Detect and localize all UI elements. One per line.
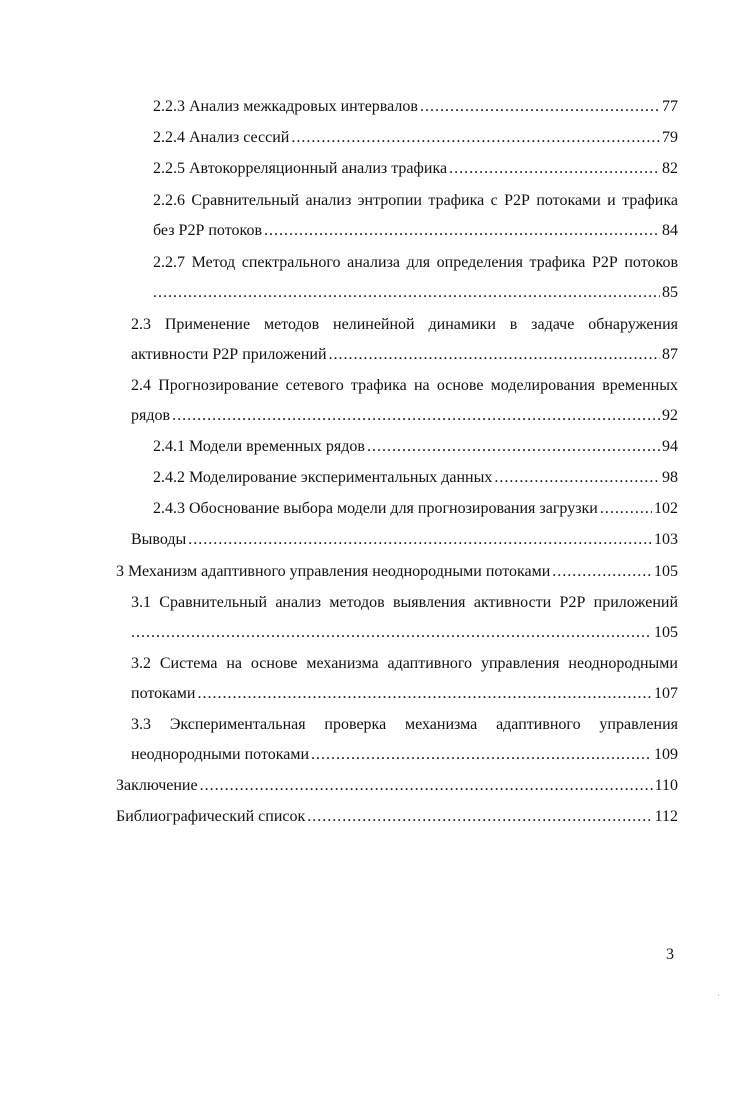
toc-entry-title: 2.4.3 Обоснование выбора модели для прогнозирования загрузки [153, 500, 598, 517]
toc-entry-title-line-2: без Р2Р потоков [153, 222, 262, 239]
dot-leader [291, 123, 660, 153]
toc-entry-3-1 [131, 588, 678, 648]
toc-entry-2-2-6 [153, 186, 678, 246]
toc-entry-title: 2.2.4 Анализ сессий [153, 129, 290, 146]
toc-entry-2-4 [131, 371, 678, 431]
toc-page-number: 82 [662, 160, 678, 177]
dot-leader [172, 401, 660, 431]
toc-entry-2-2-5 [153, 154, 678, 184]
dot-leader [311, 740, 652, 770]
toc-page-number: 112 [654, 808, 678, 825]
dot-leader [552, 557, 652, 587]
toc-page-number: 92 [662, 407, 678, 424]
toc-entry-title-line-1: 3.1 Сравнительный анализ методов выявления активности Р2Р приложений [131, 594, 678, 611]
toc-page-number: 85 [662, 284, 678, 301]
toc-entry-title: 2.4.2 Моделирование экспериментальных данных [153, 469, 493, 486]
toc-entry-3-2 [131, 649, 678, 709]
toc-entry-title-line-1: 2.3 Применение методов нелинейной динамики в задаче обнаружения [131, 316, 678, 333]
toc-page-number: 87 [662, 346, 678, 363]
toc-entry-title-line-2: рядов [131, 407, 171, 424]
toc-entry-2-4-2 [153, 463, 678, 493]
dot-leader [197, 679, 652, 709]
toc-page-number: 107 [654, 685, 678, 702]
toc-entry-vyvody [131, 525, 678, 555]
dot-leader [200, 771, 653, 801]
toc-page-number: 105 [654, 624, 678, 641]
dot-leader [367, 432, 660, 462]
toc-entry-bibliography [116, 802, 678, 832]
toc-page-number: 103 [654, 531, 678, 548]
dot-leader [188, 525, 652, 555]
toc-entry-title: 2.2.5 Автокорреляционный анализ трафика [153, 160, 448, 177]
toc-entry-title: Выводы [131, 531, 187, 548]
toc-entry-title-line-2: активности Р2Р приложений [131, 346, 327, 363]
toc-page-number: 105 [654, 563, 678, 580]
toc-page-number: 109 [654, 746, 678, 763]
toc-entry-2-4-1 [153, 432, 678, 462]
toc-entry-title-line-1: 3.3 Экспериментальная проверка механизма адаптивного управления [131, 716, 678, 733]
toc-entry-title: 2.2.3 Анализ межкадровых интервалов [153, 98, 418, 115]
toc-entry-title-line-2: потоками [131, 685, 196, 702]
toc-page-number: 84 [662, 222, 678, 239]
dot-leader [131, 618, 652, 648]
dot-leader [307, 802, 652, 832]
toc-entry-2-4-3 [153, 494, 678, 524]
toc-entry-2-2-3 [153, 92, 678, 122]
toc-page-number: 77 [662, 98, 678, 115]
toc-page-number: 79 [662, 129, 678, 146]
toc-entry-title-line-1: 2.4 Прогнозирование сетевого трафика на основе моделирования временных [131, 377, 678, 394]
dot-leader [420, 92, 660, 122]
toc-entry-title: Библиографический список [116, 808, 306, 825]
toc-page-number: 110 [654, 777, 678, 794]
dot-leader [494, 463, 660, 493]
toc-entry-3-3 [131, 710, 678, 770]
toc-entry-2-2-4 [153, 123, 678, 153]
dot-leader [600, 494, 652, 524]
toc-entry-conclusion [116, 771, 678, 801]
toc-entry-title: 3 Механизм адаптивного управления неоднородными потоками [116, 563, 551, 580]
scan-edge-mark: ˌ [717, 986, 720, 996]
toc-entry-title-line-1: 2.2.7 Метод спектрального анализа для определения трафика Р2Р потоков [153, 254, 678, 271]
dot-leader [264, 216, 660, 246]
toc-entry-title: Заключение [116, 777, 198, 794]
toc-entry-2-2-7 [153, 248, 678, 308]
toc-entry-title-line-2: неоднородными потоками [131, 746, 310, 763]
toc-page-number: 102 [654, 500, 678, 517]
toc-entry-title: 2.4.1 Модели временных рядов [153, 438, 365, 455]
toc-page-number: 98 [662, 469, 678, 486]
dot-leader [449, 154, 660, 184]
dot-leader [329, 340, 660, 370]
toc-entry-title-line-1: 2.2.6 Сравнительный анализ энтропии трафика с Р2Р потоками и трафика [153, 192, 678, 209]
toc-entry-title-line-1: 3.2 Система на основе механизма адаптивного управления неоднородными [131, 655, 678, 672]
page-number: 3 [666, 946, 674, 963]
toc-page-number: 94 [662, 438, 678, 455]
toc-entry-chapter-3 [116, 557, 678, 587]
dot-leader [153, 278, 660, 308]
toc-entry-2-3 [131, 310, 678, 370]
